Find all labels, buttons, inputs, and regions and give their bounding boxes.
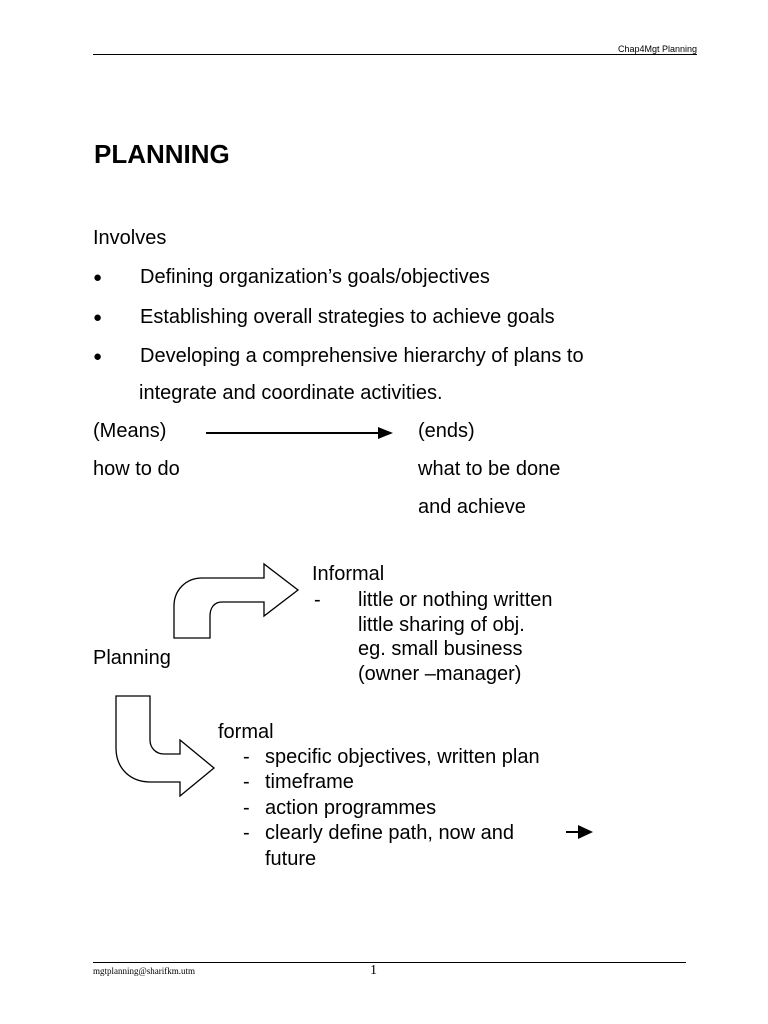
means-label: (Means) <box>93 420 167 442</box>
formal-item: timeframe <box>265 771 354 793</box>
formal-item: specific objectives, written plan <box>265 746 540 768</box>
formal-dash: - <box>243 797 250 819</box>
formal-item: clearly define path, now and <box>265 822 515 844</box>
what-label: what to be done <box>418 458 561 480</box>
footer-email: mgtplanning@sharifkm.utm <box>93 966 196 976</box>
bullet-icon: ● <box>93 269 103 286</box>
curved-arrow-up-right-icon <box>174 564 298 638</box>
intro-text: Involves <box>93 227 167 249</box>
footer-rule <box>93 962 686 963</box>
curved-arrow-down-right-icon <box>116 696 214 796</box>
page-title: PLANNING <box>94 139 230 169</box>
formal-label: formal <box>218 721 274 743</box>
bullet-item: Establishing overall strategies to achieve goals <box>140 306 555 328</box>
formal-dash: - <box>243 746 250 768</box>
informal-line: (owner –manager) <box>358 663 522 685</box>
how-label: how to do <box>93 458 180 480</box>
bullet-item: Defining organization’s goals/objectives <box>140 266 490 288</box>
informal-line: eg. small business <box>358 638 523 660</box>
formal-dash: - <box>243 822 250 844</box>
header-chapter: Chap4Mgt Planning <box>617 44 697 54</box>
formal-item: action programmes <box>265 797 437 819</box>
informal-label: Informal <box>312 563 385 585</box>
bullet-continuation: integrate and coordinate activities. <box>139 382 443 404</box>
achieve-label: and achieve <box>418 496 526 518</box>
formal-dash: - <box>243 771 250 793</box>
bullet-icon: ● <box>93 309 103 326</box>
planning-root-label: Planning <box>93 647 171 669</box>
informal-line: little or nothing written <box>358 589 553 611</box>
bullet-icon: ● <box>93 348 103 365</box>
small-arrow-right-icon <box>566 825 593 839</box>
page-number: 1 <box>370 963 377 978</box>
ends-label: (ends) <box>418 420 475 442</box>
bullet-item: Developing a comprehensive hierarchy of plans to <box>140 345 584 367</box>
informal-dash: - <box>314 589 321 611</box>
formal-continuation: future <box>265 848 317 870</box>
informal-line: little sharing of obj. <box>358 614 525 636</box>
means-to-ends-arrow-icon <box>206 427 393 439</box>
